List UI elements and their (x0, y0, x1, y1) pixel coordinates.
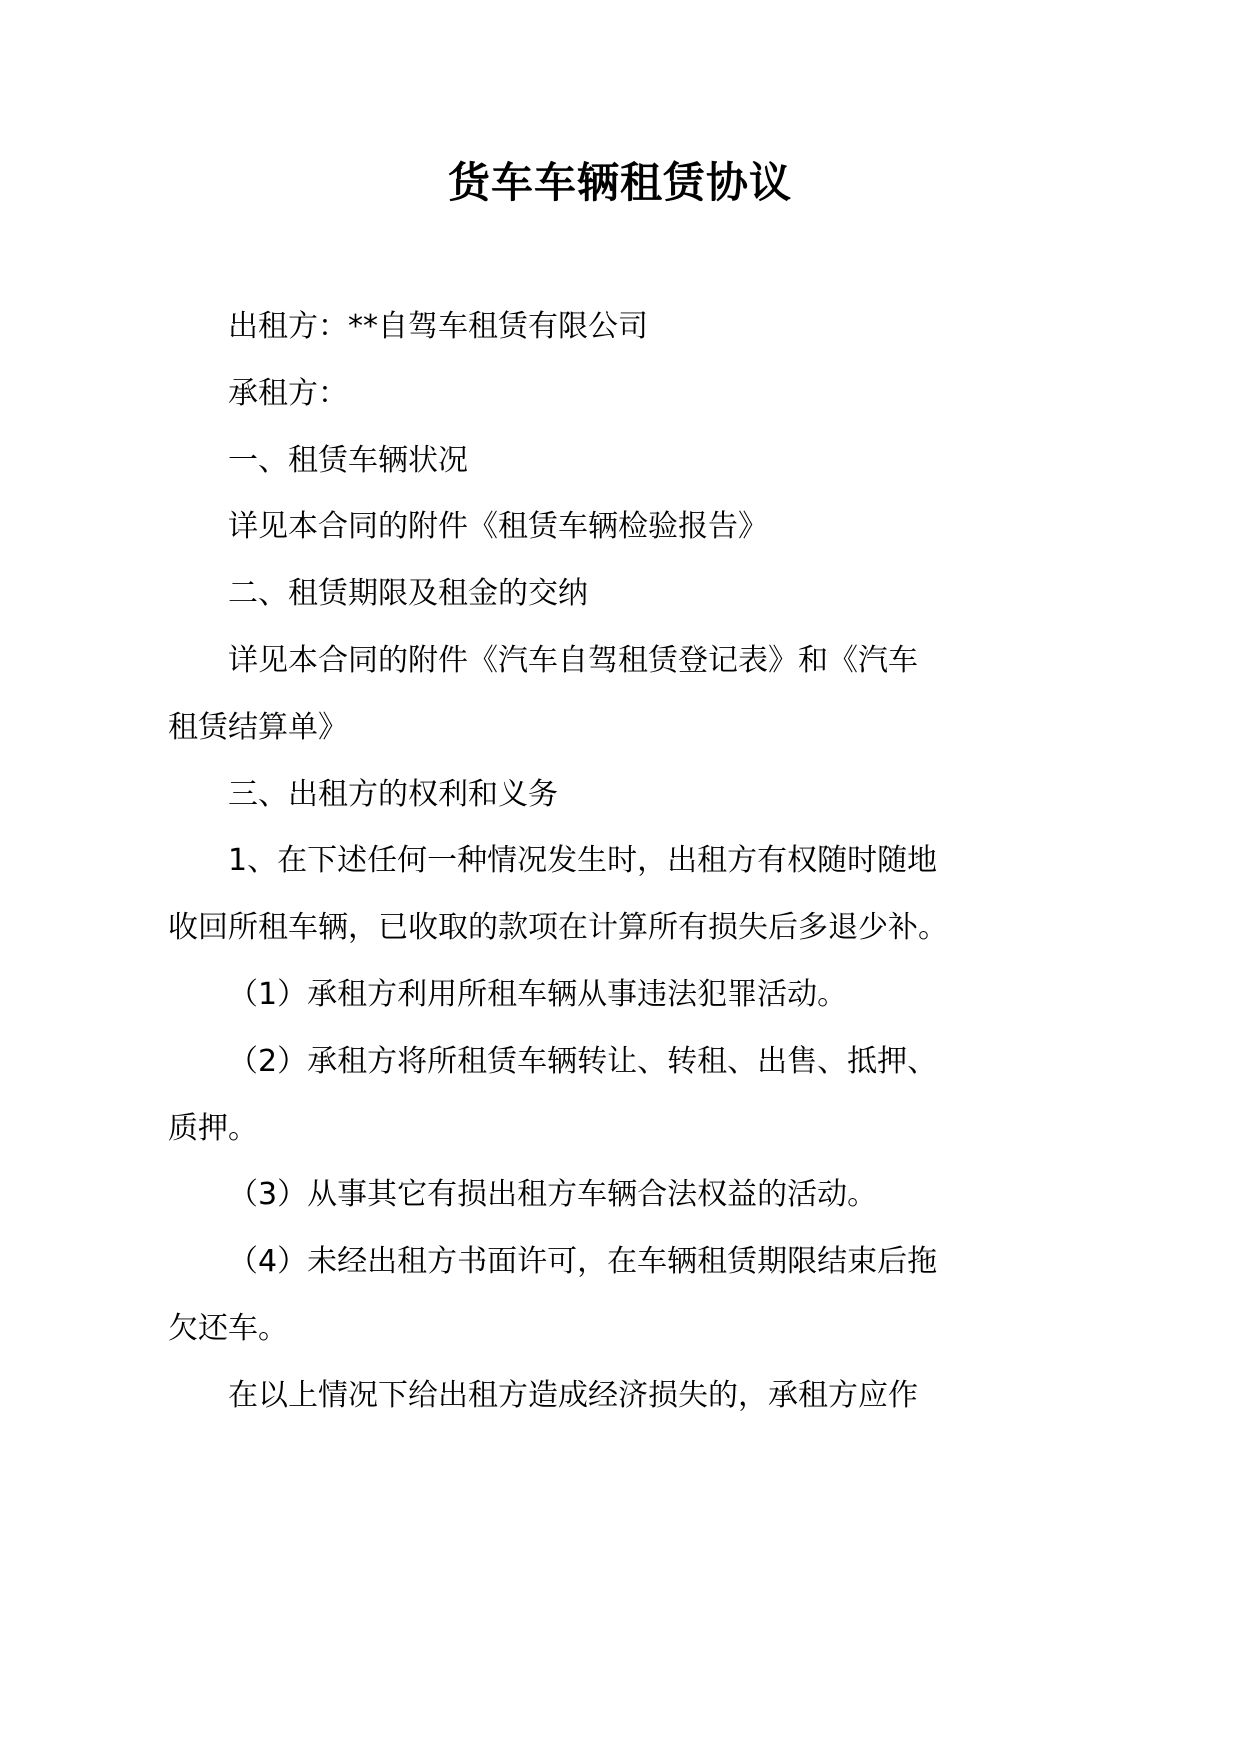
paragraph-line: 1、在下述任何一种情况发生时，出租方有权随时随地 (228, 843, 938, 879)
paragraph-line: 二、租赁期限及租金的交纳 (228, 576, 588, 612)
paragraph-line: 承租方： (228, 375, 348, 411)
paragraph-line: 详见本合同的附件《汽车自驾租赁登记表》和《汽车 (228, 642, 918, 678)
document-body (168, 305, 958, 1441)
paragraph-line: 三、出租方的权利和义务 (228, 776, 558, 812)
paragraph-line: （4）未经出租方书面许可，在车辆租赁期限结束后拖 (228, 1244, 938, 1280)
paragraph-line: 一、租赁车辆状况 (228, 442, 468, 478)
paragraph-line: （2）承租方将所租赁车辆转让、转租、出售、抵押、 (228, 1043, 938, 1079)
paragraph-line: 质押。 (168, 1110, 258, 1146)
paragraph-line: （3）从事其它有损出租方车辆合法权益的活动。 (228, 1177, 878, 1213)
paragraph-line: 租赁结算单》 (168, 709, 348, 745)
paragraph-line: 详见本合同的附件《租赁车辆检验报告》 (228, 509, 768, 545)
paragraph-line: 出租方：**自驾车租赁有限公司 (228, 309, 648, 344)
paragraph-line: 收回所租车辆，已收取的款项在计算所有损失后多退少补。 (168, 910, 948, 946)
paragraph-line: 欠还车。 (168, 1310, 288, 1346)
paragraph-line: 在以上情况下给出租方造成经济损失的，承租方应作 (228, 1377, 918, 1413)
paragraph-line: （1）承租方利用所租车辆从事违法犯罪活动。 (228, 976, 848, 1012)
document-title: 货车车辆租赁协议 (447, 158, 792, 207)
